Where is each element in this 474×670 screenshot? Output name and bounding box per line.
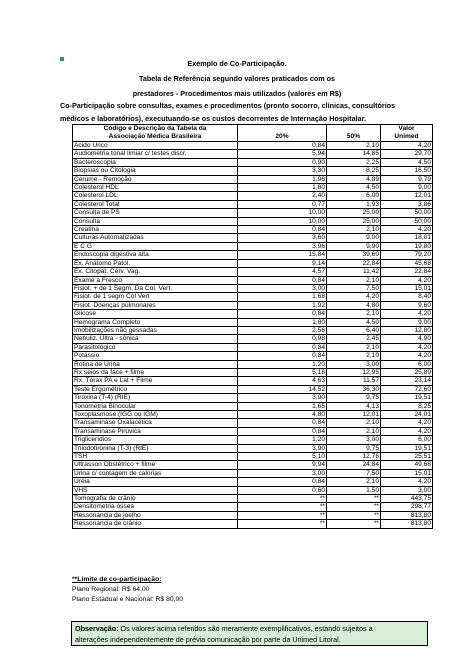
value-unimed: 12,01 bbox=[381, 192, 433, 200]
value-50: 2,10 bbox=[327, 226, 381, 234]
value-unimed: 19,51 bbox=[381, 444, 433, 452]
value-20: 1,20 bbox=[238, 436, 327, 444]
notes bbox=[72, 575, 183, 605]
table-row bbox=[73, 495, 433, 503]
header-unimed bbox=[381, 125, 433, 142]
value-50: 9,90 bbox=[327, 242, 381, 250]
procedure-name: TSH bbox=[73, 453, 238, 461]
procedure-name: Transaminase Pirúvica bbox=[73, 427, 238, 435]
table-row bbox=[73, 419, 433, 427]
value-20: 9,14 bbox=[238, 259, 327, 267]
value-unimed: 15,01 bbox=[381, 284, 433, 292]
value-20: 1,96 bbox=[238, 175, 327, 183]
procedure-name: Potássio bbox=[73, 352, 238, 360]
value-unimed: 4,20 bbox=[381, 310, 433, 318]
value-unimed: 25,51 bbox=[381, 453, 433, 461]
table-row bbox=[73, 453, 433, 461]
header-20: 20% bbox=[238, 125, 327, 142]
value-50: 36,30 bbox=[327, 385, 381, 393]
table-row bbox=[73, 461, 433, 469]
value-unimed: 3,00 bbox=[381, 486, 433, 494]
table-row bbox=[73, 394, 433, 402]
value-50: ** bbox=[327, 495, 381, 503]
value-unimed: 50,00 bbox=[381, 209, 433, 217]
value-20: 0,84 bbox=[238, 419, 327, 427]
value-unimed: 4,20 bbox=[381, 343, 433, 351]
procedure-name: Colesterol Total bbox=[73, 200, 238, 208]
intro-text bbox=[60, 100, 430, 125]
value-20: 14,52 bbox=[238, 385, 327, 393]
procedure-name: Transaminase Oxalacética bbox=[73, 419, 238, 427]
value-50: 2,10 bbox=[327, 478, 381, 486]
table-row bbox=[73, 402, 433, 410]
table-row bbox=[73, 368, 433, 376]
value-20: 0,84 bbox=[238, 427, 327, 435]
table-row bbox=[73, 444, 433, 452]
table-row bbox=[73, 436, 433, 444]
procedure-name: Rx. Tórax PA e Lat + Filme bbox=[73, 377, 238, 385]
procedure-name: Densitometria óssea bbox=[73, 503, 238, 511]
procedure-name: Exame a Fresco bbox=[73, 276, 238, 284]
procedure-name: Culturas Automatizadas bbox=[73, 234, 238, 242]
value-unimed: 4,20 bbox=[381, 427, 433, 435]
value-50: 6,40 bbox=[327, 326, 381, 334]
value-50: 4,89 bbox=[327, 175, 381, 183]
value-20: 0,84 bbox=[238, 142, 327, 150]
value-unimed: 79,20 bbox=[381, 251, 433, 259]
procedure-name: Rotina de Urina bbox=[73, 360, 238, 368]
table-header-row bbox=[73, 125, 433, 142]
table-row bbox=[73, 217, 433, 225]
value-20: 0,98 bbox=[238, 335, 327, 343]
value-unimed: 4,20 bbox=[381, 478, 433, 486]
value-20: 4,57 bbox=[238, 268, 327, 276]
value-unimed: 23,14 bbox=[381, 377, 433, 385]
procedure-name: Teste Ergométrico bbox=[73, 385, 238, 393]
value-unimed: 8,40 bbox=[381, 293, 433, 301]
table-row bbox=[73, 343, 433, 351]
value-20: 5,94 bbox=[238, 150, 327, 158]
value-20: 0,84 bbox=[238, 478, 327, 486]
value-20: 0,84 bbox=[238, 276, 327, 284]
value-50: 2,10 bbox=[327, 142, 381, 150]
value-50: 11,42 bbox=[327, 268, 381, 276]
value-unimed: 22,84 bbox=[381, 268, 433, 276]
value-unimed: 4,20 bbox=[381, 352, 433, 360]
reference-table bbox=[72, 124, 433, 529]
value-50: 2,45 bbox=[327, 335, 381, 343]
value-20: 1,92 bbox=[238, 301, 327, 309]
value-50: 2,10 bbox=[327, 427, 381, 435]
procedure-name: Consulta bbox=[73, 217, 238, 225]
value-50: ** bbox=[327, 520, 381, 528]
value-20: 3,00 bbox=[238, 284, 327, 292]
table-row bbox=[73, 200, 433, 208]
table-row bbox=[73, 268, 433, 276]
table-row bbox=[73, 377, 433, 385]
value-20: 5,10 bbox=[238, 453, 327, 461]
value-20: 0,84 bbox=[238, 226, 327, 234]
table-row bbox=[73, 184, 433, 192]
value-unimed: 443,75 bbox=[381, 495, 433, 503]
value-50: 9,75 bbox=[327, 444, 381, 452]
header-description-line-1: Código e Descrição da Tabela da bbox=[103, 125, 207, 132]
table-row bbox=[73, 360, 433, 368]
value-50: 4,50 bbox=[327, 184, 381, 192]
doc-title: Exemplo de Co-Participação. bbox=[187, 59, 287, 68]
value-20: 5,18 bbox=[238, 368, 327, 376]
table-row bbox=[73, 158, 433, 166]
value-unimed: 4,20 bbox=[381, 226, 433, 234]
procedure-name: VHS bbox=[73, 486, 238, 494]
value-20: 2,40 bbox=[238, 192, 327, 200]
value-50: 4,20 bbox=[327, 293, 381, 301]
value-unimed: 6,00 bbox=[381, 436, 433, 444]
table-row bbox=[73, 503, 433, 511]
value-50: 2,10 bbox=[327, 276, 381, 284]
value-unimed: 24,01 bbox=[381, 411, 433, 419]
procedure-name: Audiometria tonal limiar c/ testes discr. bbox=[73, 150, 238, 158]
value-unimed: 4,20 bbox=[381, 142, 433, 150]
value-unimed: 9,79 bbox=[381, 175, 433, 183]
value-unimed: 12,80 bbox=[381, 326, 433, 334]
value-unimed: 15,01 bbox=[381, 469, 433, 477]
value-50: 2,25 bbox=[327, 158, 381, 166]
value-unimed: 19,80 bbox=[381, 242, 433, 250]
value-20: 3,00 bbox=[238, 469, 327, 477]
procedure-name: Parasitológico bbox=[73, 343, 238, 351]
value-20: 0,84 bbox=[238, 352, 327, 360]
procedure-name: Endoscopia digestiva alta bbox=[73, 251, 238, 259]
value-50: 2,10 bbox=[327, 310, 381, 318]
value-50: 2,10 bbox=[327, 352, 381, 360]
procedure-name: E C G bbox=[73, 242, 238, 250]
procedure-name: Imobilizações não gessadas bbox=[73, 326, 238, 334]
table-row bbox=[73, 242, 433, 250]
table-row bbox=[73, 276, 433, 284]
value-20: 1,68 bbox=[238, 293, 327, 301]
procedure-name: Urina c/ contagem de calorias bbox=[73, 469, 238, 477]
procedure-name: Consulta de PS bbox=[73, 209, 238, 217]
value-50: 25,00 bbox=[327, 209, 381, 217]
procedure-name: Tonometria Binocular bbox=[73, 402, 238, 410]
table-row bbox=[73, 284, 433, 292]
value-50: 7,50 bbox=[327, 284, 381, 292]
value-unimed: 29,70 bbox=[381, 150, 433, 158]
value-unimed: 9,60 bbox=[381, 301, 433, 309]
procedure-name: Ultrasson Obstétrico + filme bbox=[73, 461, 238, 469]
value-20: 9,94 bbox=[238, 461, 327, 469]
table-row bbox=[73, 259, 433, 267]
notes-header: **Limite de co-participação: bbox=[72, 576, 162, 583]
value-50: 14,85 bbox=[327, 150, 381, 158]
observation-text-1: Os valores acima referidos são meramente exemplificativos, estando sujeitos a bbox=[118, 624, 373, 633]
table-row bbox=[73, 469, 433, 477]
value-50: 22,84 bbox=[327, 259, 381, 267]
table-row bbox=[73, 318, 433, 326]
table-row bbox=[73, 352, 433, 360]
procedure-name: Toxoplasmose (IGG ou IGM) bbox=[73, 411, 238, 419]
value-50: 3,00 bbox=[327, 360, 381, 368]
value-20: 10,00 bbox=[238, 217, 327, 225]
value-unimed: 8,25 bbox=[381, 402, 433, 410]
table-row bbox=[73, 486, 433, 494]
header-description-line-2: Associação Médica Brasileira bbox=[108, 133, 202, 140]
value-50: 12,01 bbox=[327, 411, 381, 419]
table-row bbox=[73, 335, 433, 343]
procedure-name: Ex. Anátomo Patol. bbox=[73, 259, 238, 267]
value-20: 2,56 bbox=[238, 326, 327, 334]
value-20: 3,96 bbox=[238, 242, 327, 250]
value-20: 0,90 bbox=[238, 158, 327, 166]
table-row bbox=[73, 520, 433, 528]
table-row bbox=[73, 167, 433, 175]
table-row bbox=[73, 142, 433, 150]
procedure-name: Biopsias ou Citologia bbox=[73, 167, 238, 175]
procedure-name: Creatina bbox=[73, 226, 238, 234]
value-20: 0,77 bbox=[238, 200, 327, 208]
table-row bbox=[73, 175, 433, 183]
value-50: 11,57 bbox=[327, 377, 381, 385]
value-20: 10,00 bbox=[238, 209, 327, 217]
header-unimed-line-1: Valor bbox=[398, 125, 415, 132]
value-unimed: 813,80 bbox=[381, 511, 433, 519]
value-50: 3,00 bbox=[327, 436, 381, 444]
value-50: 4,50 bbox=[327, 318, 381, 326]
value-20: ** bbox=[238, 520, 327, 528]
table-row bbox=[73, 310, 433, 318]
value-unimed: 4,90 bbox=[381, 335, 433, 343]
notes-nacional: Plano Estadual e Nacional: R$ 80,00 bbox=[72, 596, 184, 603]
value-50: 9,75 bbox=[327, 394, 381, 402]
value-unimed: 813,80 bbox=[381, 520, 433, 528]
value-unimed: 18,01 bbox=[381, 234, 433, 242]
observation-label: Observação: bbox=[75, 624, 119, 633]
observation-box bbox=[71, 621, 428, 646]
table-row bbox=[73, 326, 433, 334]
value-20: 0,60 bbox=[238, 486, 327, 494]
table-row bbox=[73, 411, 433, 419]
value-50: 4,13 bbox=[327, 402, 381, 410]
table-row bbox=[73, 427, 433, 435]
value-20: 4,63 bbox=[238, 377, 327, 385]
procedure-name: Uréia bbox=[73, 478, 238, 486]
value-50: 2,10 bbox=[327, 343, 381, 351]
value-unimed: 4,20 bbox=[381, 419, 433, 427]
value-unimed: 16,50 bbox=[381, 167, 433, 175]
value-20: ** bbox=[238, 503, 327, 511]
header-description bbox=[73, 125, 238, 142]
value-50: 1,93 bbox=[327, 200, 381, 208]
procedure-name: Nebuliz. Ultra - sônica bbox=[73, 335, 238, 343]
header-unimed-line-2: Unimed bbox=[394, 133, 419, 140]
value-50: 8,25 bbox=[327, 167, 381, 175]
value-50: ** bbox=[327, 511, 381, 519]
table-row bbox=[73, 192, 433, 200]
value-50: 6,00 bbox=[327, 192, 381, 200]
procedure-name: Colesterol HDL bbox=[73, 184, 238, 192]
doc-subtitle: Tabela de Referência segundo valores praticados com os bbox=[139, 74, 335, 83]
value-50: 39,60 bbox=[327, 251, 381, 259]
table-row bbox=[73, 150, 433, 158]
procedure-name: Hemograma Completo bbox=[73, 318, 238, 326]
procedure-name: Fisiot. de 1 segm Col Vert bbox=[73, 293, 238, 301]
value-unimed: 45,68 bbox=[381, 259, 433, 267]
procedure-name: Ex. Citopat. Cérv. Vag. bbox=[73, 268, 238, 276]
table-row bbox=[73, 234, 433, 242]
value-20: 3,60 bbox=[238, 234, 327, 242]
doc-subtitle-2: prestadores - Procedimentos mais utilizados (valores em R$) bbox=[132, 89, 342, 98]
value-20: 3,90 bbox=[238, 394, 327, 402]
table-row bbox=[73, 511, 433, 519]
table-row bbox=[73, 385, 433, 393]
value-unimed: 50,00 bbox=[381, 217, 433, 225]
value-50: 4,80 bbox=[327, 301, 381, 309]
value-50: 1,50 bbox=[327, 486, 381, 494]
value-unimed: 3,86 bbox=[381, 200, 433, 208]
observation-text-2: alterações independentemente de prévia comunicação por parte da Unimed Litoral. bbox=[75, 635, 341, 644]
value-unimed: 298,77 bbox=[381, 503, 433, 511]
table-row bbox=[73, 251, 433, 259]
value-50: 24,84 bbox=[327, 461, 381, 469]
table-row bbox=[73, 301, 433, 309]
value-50: 2,10 bbox=[327, 419, 381, 427]
procedure-name: Triiodotironina (T-3) (RIE) bbox=[73, 444, 238, 452]
intro-line-2: médicos e laboratórios), executuando-se os custos decorrentes de Internação Hospitalar. bbox=[60, 113, 366, 123]
procedure-name: Fisiot. + de 1 Segm. Da Col. Vert. bbox=[73, 284, 238, 292]
value-unimed: 4,20 bbox=[381, 276, 433, 284]
value-20: 3,30 bbox=[238, 167, 327, 175]
table-body bbox=[73, 142, 433, 529]
procedure-name: Ácido Úrico bbox=[73, 142, 238, 150]
value-20: ** bbox=[238, 511, 327, 519]
value-unimed: 25,89 bbox=[381, 368, 433, 376]
procedure-name: Ressonancia de crânio bbox=[73, 520, 238, 528]
value-20: 1,80 bbox=[238, 184, 327, 192]
value-50: 12,76 bbox=[327, 453, 381, 461]
procedure-name: Triglicerídios bbox=[73, 436, 238, 444]
value-unimed: 6,00 bbox=[381, 360, 433, 368]
notes-regional: Plano Regional: R$ 64,00 bbox=[72, 586, 150, 593]
intro-line-1: Co-Participação sobre consultas, exames e procedimentos (pronto socorro, clínicas, consultórios bbox=[60, 101, 396, 110]
table-row bbox=[73, 226, 433, 234]
procedure-name: Cerume - Remoção bbox=[73, 175, 238, 183]
value-20: ** bbox=[238, 495, 327, 503]
value-20: 3,90 bbox=[238, 444, 327, 452]
value-20: 15,84 bbox=[238, 251, 327, 259]
value-unimed: 4,50 bbox=[381, 158, 433, 166]
procedure-name: Tomografia de crânio bbox=[73, 495, 238, 503]
value-20: 0,84 bbox=[238, 310, 327, 318]
header-50: 50% bbox=[327, 125, 381, 142]
value-unimed: 72,60 bbox=[381, 385, 433, 393]
value-unimed: 49,68 bbox=[381, 461, 433, 469]
value-unimed: 9,00 bbox=[381, 318, 433, 326]
value-50: 7,50 bbox=[327, 469, 381, 477]
table-row bbox=[73, 478, 433, 486]
table-row bbox=[73, 209, 433, 217]
procedure-name: Ressonancia de joelho bbox=[73, 511, 238, 519]
value-20: 1,20 bbox=[238, 360, 327, 368]
procedure-name: Bacteroscopia bbox=[73, 158, 238, 166]
value-20: 0,84 bbox=[238, 343, 327, 351]
procedure-name: Glicose bbox=[73, 310, 238, 318]
procedure-name: Fisiot. Doenças pulmonares bbox=[73, 301, 238, 309]
value-20: 4,80 bbox=[238, 411, 327, 419]
value-50: 25,00 bbox=[327, 217, 381, 225]
value-50: 9,00 bbox=[327, 234, 381, 242]
value-50: ** bbox=[327, 503, 381, 511]
value-20: 1,80 bbox=[238, 318, 327, 326]
procedure-name: Colesterol LDL bbox=[73, 192, 238, 200]
value-50: 12,95 bbox=[327, 368, 381, 376]
value-unimed: 19,51 bbox=[381, 394, 433, 402]
procedure-name: Rx seios da face + filme bbox=[73, 368, 238, 376]
table-row bbox=[73, 293, 433, 301]
procedure-name: Tiroxina (T-4) (RIE) bbox=[73, 394, 238, 402]
value-unimed: 9,00 bbox=[381, 184, 433, 192]
value-20: 1,65 bbox=[238, 402, 327, 410]
